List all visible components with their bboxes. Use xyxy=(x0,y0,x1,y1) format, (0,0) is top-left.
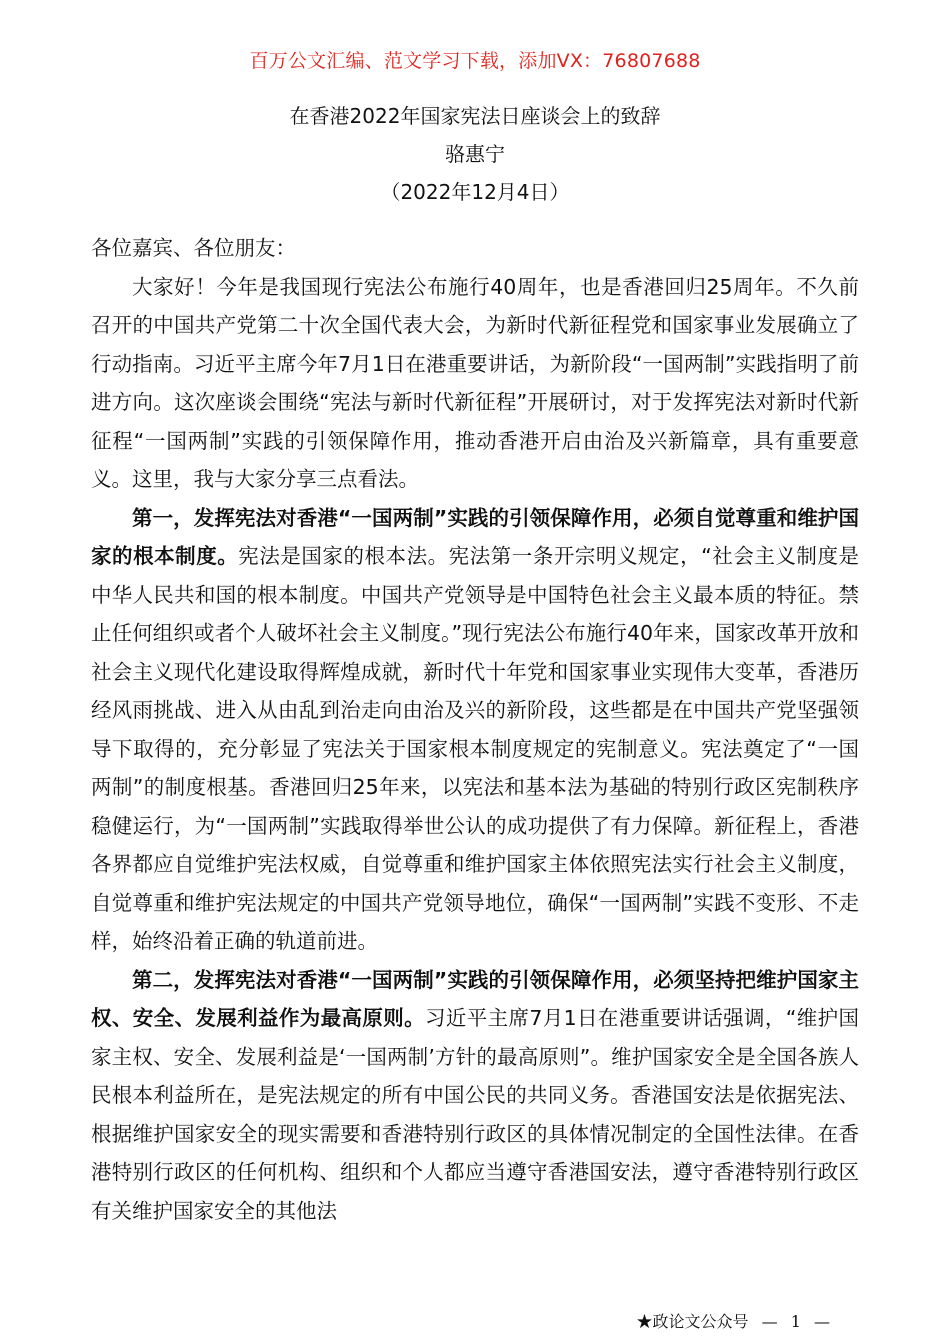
dash-right: — xyxy=(814,1312,830,1331)
paragraph-1: 大家好！今年是我国现行宪法公布施行40周年，也是香港回归25周年。不久前召开的中国共产党第二十次全国代表大会，为新时代新征程党和国家事业发展确立了行动指南。习近平主席今年7月1日在港重要讲话，为新阶段“一国两制”实践指明了前进方向。这次座谈会围绕“宪法与新时代新征程”开展研讨，对于发挥宪法对新时代新征程“一国两制”实践的引领保障作用，推动香港开启由治及兴新篇章，具有重要意义。这里，我与大家分享三点看法。 xyxy=(91,274,859,491)
footer-label: ★政论文公众号 xyxy=(636,1312,749,1331)
paragraph-3-heading: 第二，发挥宪法对香港“一国两制”实践的引领保障作用，必须坚持把维护国家主权、安全、发展利益作为最高原则。 xyxy=(91,967,859,1030)
paragraph-2 xyxy=(91,499,859,961)
paragraph-3 xyxy=(91,961,859,1231)
paragraph-2-text: 宪法是国家的根本法。宪法第一条开宗明义规定，“社会主义制度是中华人民共和国的根本制度。中国共产党领导是中国特色社会主义最本质的特征。禁止任何组织或者个人破坏社会主义制度。”现行宪法公布施行40年来，国家改革开放和社会主义现代化建设取得辉煌成就，新时代十年党和国家事业实现伟大变革，香港历经风雨挑战、进入从由乱到治走向由治及兴的新阶段，这些都是在中国共产党坚强领导下取得的，充分彰显了宪法关于国家根本制度规定的宪制意义。宪法奠定了“一国两制”的制度根基。香港回归25年来，以宪法和基本法为基础的特别行政区宪制秩序稳健运行，为“一国两制”实践取得举世公认的成功提供了有力保障。新征程上，香港各界都应自觉维护宪法权威，自觉尊重和维护国家主体依照宪法实行社会主义制度，自觉尊重和维护宪法规定的中国共产党领导地位，确保“一国两制”实践不变形、不走样，始终沿着正确的轨道前进。 xyxy=(91,544,860,953)
page-footer xyxy=(637,1309,838,1332)
document-body xyxy=(91,229,859,1230)
author-name: 骆惠宁 xyxy=(445,142,505,166)
page-number: 1 xyxy=(790,1312,801,1331)
speech-date: （2022年12月4日） xyxy=(380,180,570,204)
title-block xyxy=(0,97,950,211)
document-title: 在香港2022年国家宪法日座谈会上的致辞 xyxy=(289,104,661,128)
dash-left: — xyxy=(761,1312,778,1331)
paragraph-2-heading: 第一，发挥宪法对香港“一国两制”实践的引领保障作用，必须自觉尊重和维护国家的根本制度。 xyxy=(91,505,859,568)
watermark-banner: 百万公文汇编、范文学习下载，添加VX：76807688 xyxy=(249,50,701,72)
paragraph-3-text: 习近平主席7月1日在港重要讲话强调，“维护国家主权、安全、发展利益是‘一国两制’方针的最高原则”。维护国家安全是全国各族人民根本利益所在，是宪法规定的所有中国公民的共同义务。香港国安法是依据宪法、根据维护国家安全的现实需要和香港特别行政区的具体情况制定的全国性法律。在香港特别行政区的任何机构、组织和个人都应当遵守香港国安法，遵守香港特别行政区有关维护国家安全的其他法 xyxy=(91,1006,859,1223)
salutation: 各位嘉宾、各位朋友： xyxy=(91,236,296,260)
